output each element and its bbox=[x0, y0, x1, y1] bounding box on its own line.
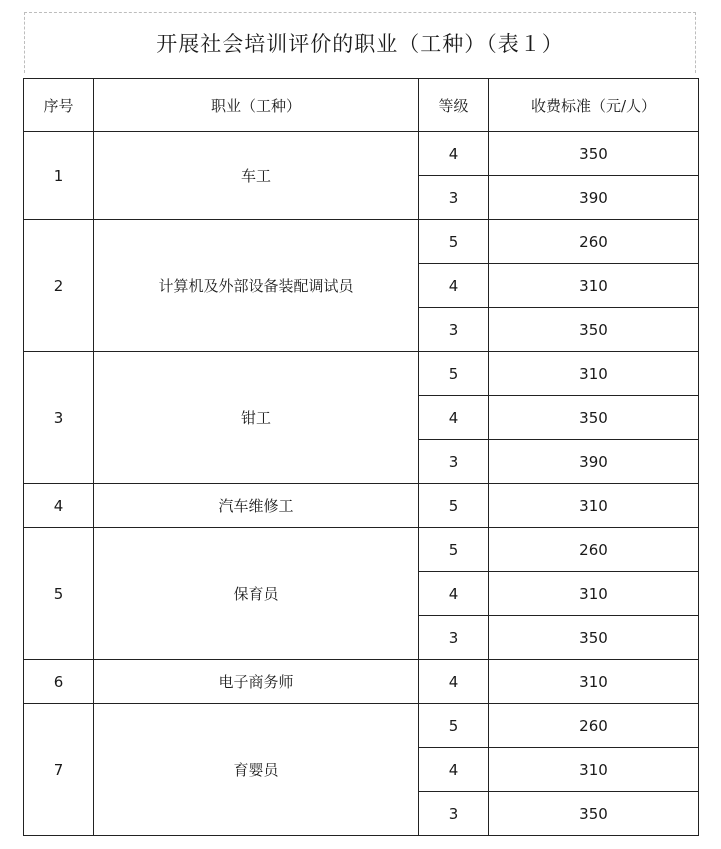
cell-level: 5 bbox=[419, 484, 489, 528]
cell-level: 4 bbox=[419, 132, 489, 176]
table-row bbox=[24, 704, 699, 748]
table-row bbox=[24, 484, 699, 528]
cell-index: 6 bbox=[24, 660, 94, 704]
cell-fee: 350 bbox=[489, 616, 699, 660]
cell-level: 4 bbox=[419, 572, 489, 616]
cell-fee: 350 bbox=[489, 308, 699, 352]
header-index: 序号 bbox=[24, 79, 94, 132]
cell-occupation: 育婴员 bbox=[94, 704, 419, 836]
cell-level: 3 bbox=[419, 792, 489, 836]
table-title: 开展社会培训评价的职业（工种）（表１） bbox=[24, 12, 696, 73]
cell-level: 3 bbox=[419, 616, 489, 660]
cell-index: 2 bbox=[24, 220, 94, 352]
cell-index: 4 bbox=[24, 484, 94, 528]
cell-index: 3 bbox=[24, 352, 94, 484]
cell-index: 1 bbox=[24, 132, 94, 220]
cell-level: 4 bbox=[419, 660, 489, 704]
cell-fee: 310 bbox=[489, 572, 699, 616]
header-row bbox=[24, 79, 699, 132]
cell-fee: 350 bbox=[489, 396, 699, 440]
table-row bbox=[24, 132, 699, 176]
cell-level: 3 bbox=[419, 440, 489, 484]
cell-fee: 260 bbox=[489, 704, 699, 748]
cell-fee: 310 bbox=[489, 484, 699, 528]
cell-level: 3 bbox=[419, 308, 489, 352]
cell-fee: 390 bbox=[489, 176, 699, 220]
header-occupation: 职业（工种） bbox=[94, 79, 419, 132]
cell-occupation: 钳工 bbox=[94, 352, 419, 484]
cell-occupation: 保育员 bbox=[94, 528, 419, 660]
cell-occupation: 计算机及外部设备装配调试员 bbox=[94, 220, 419, 352]
cell-level: 4 bbox=[419, 396, 489, 440]
cell-fee: 310 bbox=[489, 352, 699, 396]
cell-fee: 390 bbox=[489, 440, 699, 484]
header-level: 等级 bbox=[419, 79, 489, 132]
table-row bbox=[24, 660, 699, 704]
cell-fee: 310 bbox=[489, 264, 699, 308]
cell-occupation: 车工 bbox=[94, 132, 419, 220]
cell-fee: 260 bbox=[489, 528, 699, 572]
cell-occupation: 电子商务师 bbox=[94, 660, 419, 704]
cell-level: 5 bbox=[419, 704, 489, 748]
table-row bbox=[24, 528, 699, 572]
cell-fee: 310 bbox=[489, 748, 699, 792]
table-body bbox=[24, 132, 699, 836]
cell-level: 5 bbox=[419, 220, 489, 264]
cell-occupation: 汽车维修工 bbox=[94, 484, 419, 528]
cell-level: 4 bbox=[419, 264, 489, 308]
cell-fee: 350 bbox=[489, 792, 699, 836]
cell-level: 3 bbox=[419, 176, 489, 220]
cell-index: 5 bbox=[24, 528, 94, 660]
cell-level: 4 bbox=[419, 748, 489, 792]
cell-fee: 310 bbox=[489, 660, 699, 704]
header-fee: 收费标准（元/人） bbox=[489, 79, 699, 132]
occupation-fee-table bbox=[23, 78, 699, 836]
cell-level: 5 bbox=[419, 352, 489, 396]
cell-level: 5 bbox=[419, 528, 489, 572]
cell-fee: 260 bbox=[489, 220, 699, 264]
table-row bbox=[24, 352, 699, 396]
cell-index: 7 bbox=[24, 704, 94, 836]
table-row bbox=[24, 220, 699, 264]
cell-fee: 350 bbox=[489, 132, 699, 176]
